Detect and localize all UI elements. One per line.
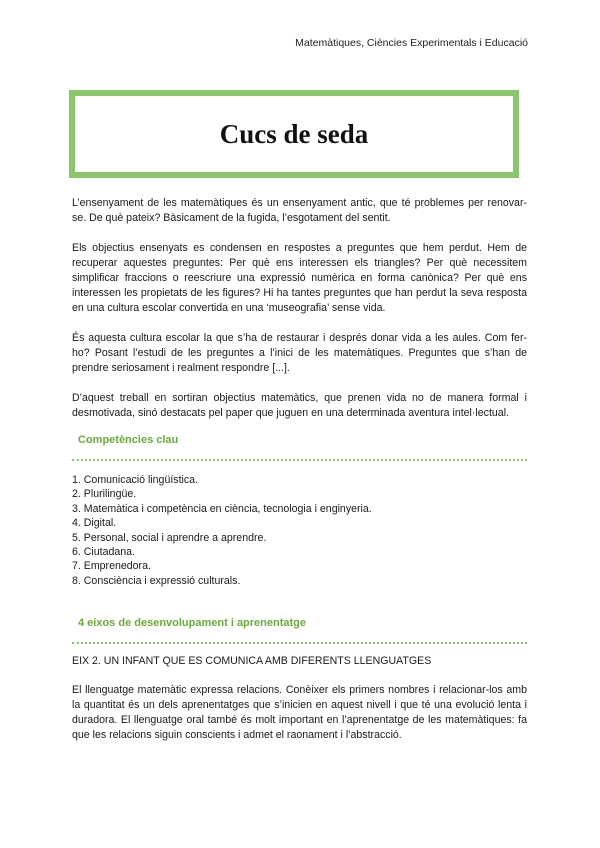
list-item: 6. Ciutadana. (72, 546, 136, 559)
page-title: Cucs de seda (219, 118, 369, 149)
page-header: Matemàtiques, Ciències Experimentals i Educació (295, 37, 528, 49)
list-item: 2. Plurilingüe. (72, 488, 137, 501)
list-item: 1. Comunicació lingüística. (72, 474, 199, 486)
list-item: 4. Digital. (72, 517, 117, 530)
list-item: 7. Emprenedora. (72, 560, 151, 573)
dotted-divider (72, 642, 527, 644)
dotted-divider (72, 459, 527, 461)
eixos-title: 4 eixos de desenvolupament i aprenentatge (78, 617, 307, 630)
intro-paragraph-3: És aquesta cultura escolar la que s’ha de restaurar i després donar vida a les aules. Com fer-ho? Posant l’estudi de les preguntes a l’inici de les matemàtiques. Preguntes que s’han de prendre seriosament i realment respondre [...]. (72, 332, 527, 374)
intro-paragraph-4: D’aquest treball en sortiran objectius matemàtics, que prenen vida no de manera formal i desmotivada, sinó destacats pel paper que juguen en una determinada aventura intel·lectual. (72, 392, 527, 419)
eix-body: El llenguatge matemàtic expressa relacions. Conèixer els primers nombres i relacionar-los amb la quantitat és un dels aprenentatges que s’inicien en aquest nivell i que té una evolució lenta i duradora. El llenguatge oral també és molt important en l’aprenentatge de les matemàtiques: fa que les relacions siguin conscients i admet el raonament i l’abstracció. (72, 684, 527, 742)
competencies-title: Competències clau (78, 434, 179, 446)
competencies-list (72, 473, 527, 588)
list-item: 3. Matemàtica i competència en ciència, tecnologia i enginyeria. (72, 502, 372, 515)
intro-paragraph-1: L’ensenyament de les matemàtiques és un ensenyament antic, que té problemes per renovar-se. De què pateix? Bàsicament de la fugida, l’esgotament del sentit. (72, 197, 527, 224)
list-item: 8. Consciència i expressió culturals. (72, 574, 241, 587)
title-box (69, 90, 519, 178)
eix-heading: EIX 2. UN INFANT QUE ES COMUNICA AMB DIFERENTS LLENGUATGES (72, 655, 432, 668)
list-item: 5. Personal, social i aprendre a aprendre. (72, 531, 267, 544)
main-content (72, 196, 527, 758)
intro-paragraph-2: Els objectius ensenyats es condensen en respostes a preguntes que hem perdut. Hem de recuperar aquestes preguntes: Per què ens interessen els triangles? Per què necessitem simplificar fraccions o reescriure una expressió numèrica en forma canònica? Per què ens interessen les propietats de les figures? Hi ha tantes preguntes que han perdut la seva resposta en una cultura escolar convertida en una ‘museografia’ sense vida. (72, 242, 527, 314)
